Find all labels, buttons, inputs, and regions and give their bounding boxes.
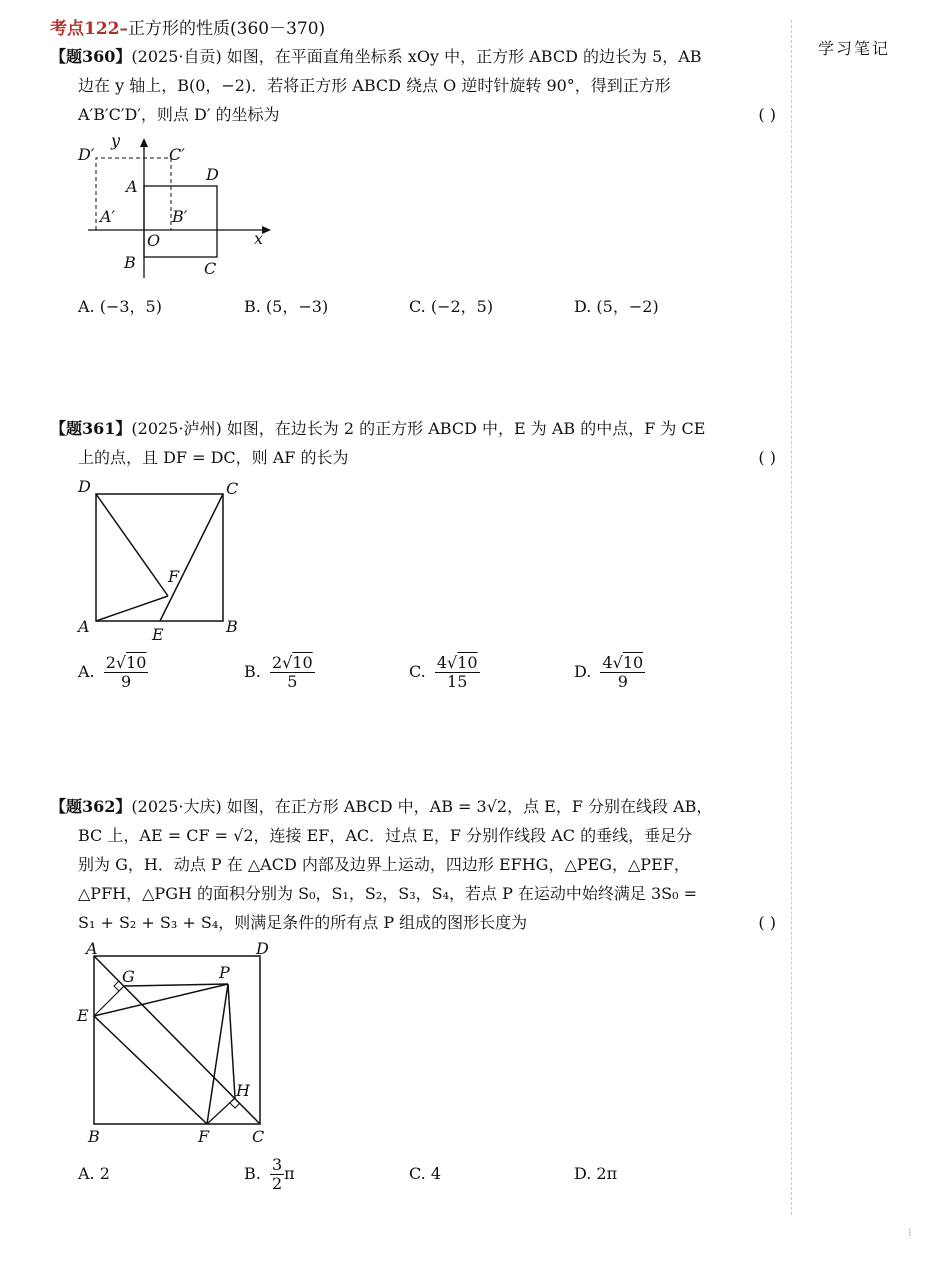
topic-label: 考点122– <box>50 19 128 39</box>
label-h: H <box>236 1081 250 1100</box>
label-c: C <box>252 1127 265 1146</box>
question-number: 【题361】 <box>50 419 132 438</box>
question-number: 【题360】 <box>50 47 132 66</box>
question-360 <box>50 42 778 129</box>
numerator-radicand: 10 <box>622 653 644 672</box>
square-abcd <box>96 494 223 621</box>
label-e: E <box>77 1006 89 1025</box>
option-letter: C. <box>409 662 426 681</box>
option-b[interactable]: B. (5，−3) <box>244 297 329 316</box>
question-361 <box>50 414 778 472</box>
label-a-prime: A′ <box>100 207 116 226</box>
label-d: D <box>206 165 219 184</box>
label-c: C <box>204 259 217 278</box>
question-text-line: S₁ + S₂ + S₃ + S₄，则满足条件的所有点 P 组成的图形长度为 <box>78 913 528 932</box>
label-a: A <box>126 177 138 196</box>
option-d[interactable] <box>574 654 645 691</box>
denominator: 5 <box>287 672 298 691</box>
numerator-radicand: 10 <box>457 653 478 672</box>
numerator: 3 <box>271 1155 283 1174</box>
label-b-prime: B′ <box>172 207 188 226</box>
numerator-coef: 4 <box>436 653 448 672</box>
page-corner-mark: ⁝ <box>908 1226 912 1239</box>
answer-blank[interactable]: ( ) <box>758 448 776 467</box>
option-c[interactable]: C. (−2，5) <box>409 297 494 316</box>
segment-ph <box>228 984 235 1098</box>
option-letter: D. <box>574 662 592 681</box>
question-text-line: △PFH，△PGH 的面积分别为 S₀，S₁，S₂，S₃，S₄，若点 P 在运动中始终满足 3S₀ = <box>78 884 698 903</box>
label-e: E <box>152 625 164 644</box>
topic-title: 正方形的性质(360－370) <box>128 19 326 39</box>
segment-df <box>96 494 168 596</box>
fraction: $\frac{4√10}{9}$ <box>602 653 644 691</box>
answer-blank[interactable]: ( ) <box>758 913 776 932</box>
right-angle-mark-h <box>230 1103 240 1108</box>
option-c[interactable]: C. 4 <box>409 1164 442 1183</box>
option-b[interactable] <box>244 654 315 691</box>
fraction: $\frac{2√10}{5}$ <box>271 653 313 691</box>
label-c: C <box>226 479 239 498</box>
label-g: G <box>122 967 135 986</box>
option-d[interactable]: D. 2π <box>574 1164 618 1183</box>
question-text-line: 边在 y 轴上，B(0，−2)．若将正方形 ABCD 绕点 O 逆时针旋转 90°，得到正方形 <box>78 76 671 95</box>
question-number: 【题362】 <box>50 797 132 816</box>
question-text-line: (2025·自贡) 如图，在平面直角坐标系 xOy 中，正方形 ABCD 的边长为 5，AB <box>131 47 702 66</box>
question-text-line: A′B′C′D′，则点 D′ 的坐标为 <box>78 105 280 124</box>
denominator: 2 <box>271 1174 283 1193</box>
fraction: $\frac{2√10}{9}$ <box>105 653 147 691</box>
label-d: D <box>256 940 269 958</box>
notes-column-title: 学习笔记 <box>818 39 891 58</box>
label-d-prime: D′ <box>78 145 95 164</box>
label-y: y <box>111 131 121 150</box>
denominator: 9 <box>617 672 628 691</box>
segment-ef <box>94 1016 207 1124</box>
question-text-line: BC 上，AE = CF = √2，连接 EF，AC．过点 E，F 分别作线段 AC 的垂线，垂足分 <box>78 826 693 845</box>
section-header <box>50 14 325 39</box>
segment-pf <box>207 984 228 1124</box>
label-f: F <box>168 567 180 586</box>
option-letter: B. <box>244 662 261 681</box>
segment-pe <box>94 984 228 1016</box>
q360-figure <box>76 128 276 280</box>
question-362 <box>50 792 778 937</box>
numerator-radicand: 10 <box>126 653 147 672</box>
label-c-prime: C′ <box>169 145 185 164</box>
segment-fh <box>207 1098 235 1124</box>
option-a[interactable] <box>78 654 148 691</box>
option-a[interactable]: A. (−3，5) <box>78 297 162 316</box>
x-axis-arrow-icon <box>262 226 271 234</box>
segment-ce <box>160 494 223 621</box>
pi-symbol: π <box>284 1164 295 1183</box>
fraction <box>270 1156 284 1193</box>
label-b: B <box>88 1127 100 1146</box>
label-x: x <box>254 229 264 248</box>
option-c[interactable] <box>409 654 480 691</box>
numerator-coef: 2 <box>105 653 116 672</box>
label-b: B <box>226 617 238 636</box>
fraction: $\frac{4√10}{15}$ <box>436 653 478 691</box>
segment-af <box>96 596 168 621</box>
answer-blank[interactable]: ( ) <box>758 105 776 124</box>
numerator-coef: 4 <box>602 653 613 672</box>
label-f: F <box>198 1127 210 1146</box>
label-a: A <box>78 617 90 636</box>
question-text-line: 上的点，且 DF = DC，则 AF 的长为 <box>78 448 349 467</box>
q361-figure <box>74 474 252 646</box>
q362-figure <box>74 940 274 1150</box>
option-d[interactable]: D. (5，−2) <box>574 297 659 316</box>
notes-divider <box>791 20 792 1215</box>
numerator-coef: 2 <box>271 653 283 672</box>
label-a: A <box>86 940 98 958</box>
denominator: 15 <box>447 672 468 691</box>
segment-eg <box>94 986 124 1016</box>
label-p: P <box>219 963 230 982</box>
option-b[interactable] <box>244 1156 295 1193</box>
label-d: D <box>78 477 91 496</box>
label-b: B <box>124 253 136 272</box>
label-o: O <box>147 231 161 250</box>
right-angle-mark-g <box>114 981 119 991</box>
y-axis-arrow-icon <box>140 138 148 147</box>
numerator-radicand: 10 <box>292 653 313 672</box>
segment-pg <box>124 984 228 986</box>
question-text-line: (2025·大庆) 如图，在正方形 ABCD 中，AB = 3√2，点 E，F 分别在线段 AB， <box>131 797 713 816</box>
option-letter: A. <box>78 662 95 681</box>
option-letter: B. <box>244 1164 261 1183</box>
option-a[interactable]: A. 2 <box>78 1164 110 1183</box>
question-text-line: (2025·泸州) 如图，在边长为 2 的正方形 ABCD 中，E 为 AB 的中点，F 为 CE <box>131 419 706 438</box>
question-text-line: 别为 G，H．动点 P 在 △ACD 内部及边界上运动，四边形 EFHG，△PEG，△PEF， <box>78 855 690 874</box>
denominator: 9 <box>121 672 132 691</box>
